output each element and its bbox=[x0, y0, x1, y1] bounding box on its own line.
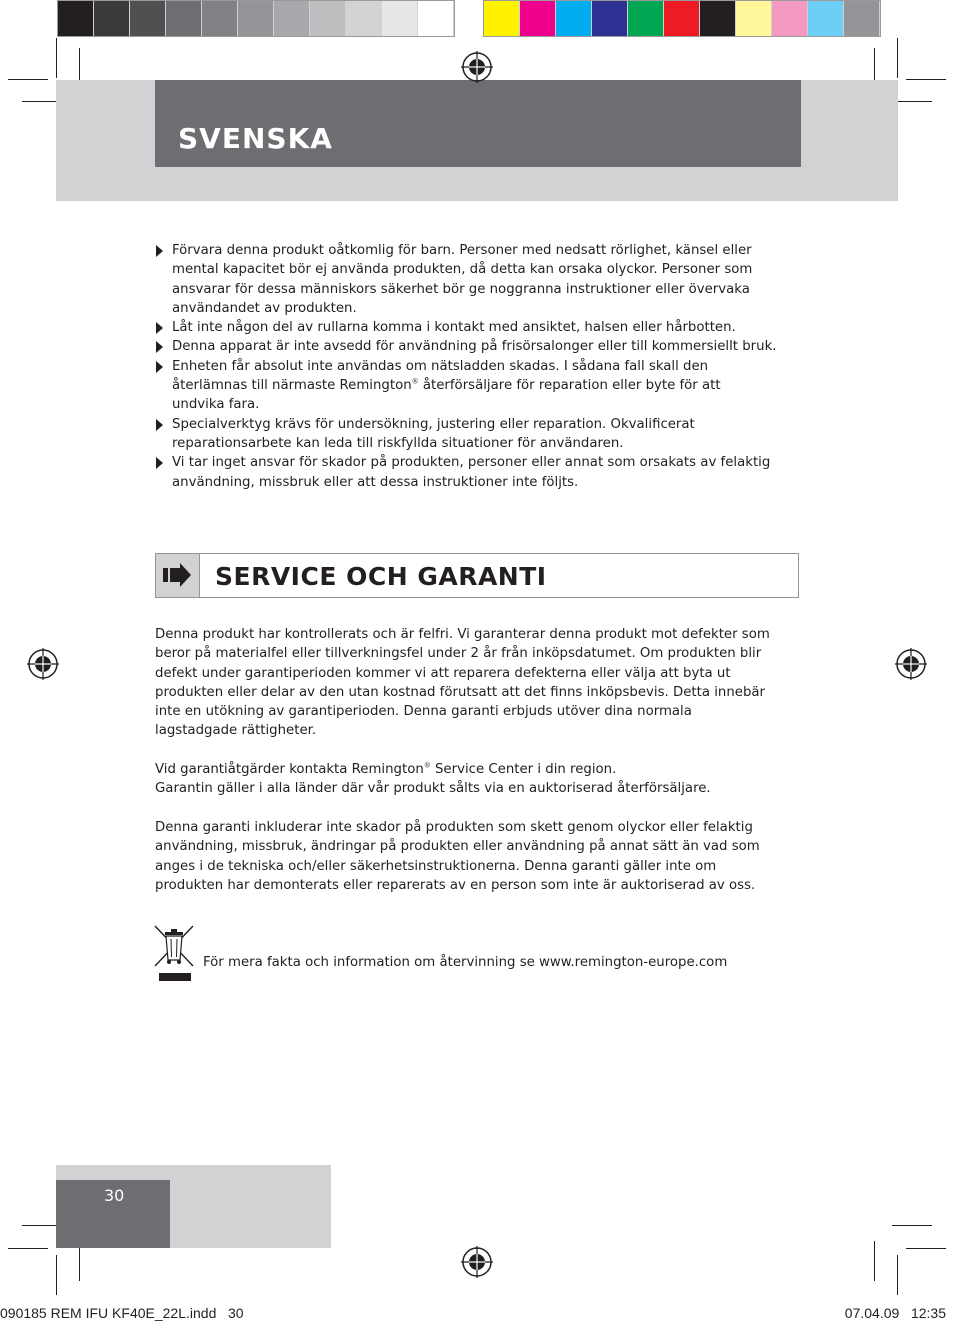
process-color-bar bbox=[483, 0, 881, 37]
crop-mark bbox=[874, 1241, 875, 1281]
list-item: Denna apparat är inte avsedd för användning på frisörsalonger eller till kommersiellt bruk. bbox=[155, 337, 777, 356]
color-swatch bbox=[664, 1, 700, 36]
color-swatch bbox=[238, 1, 274, 36]
print-slug-date: 07.04.09 12:35 bbox=[844, 1305, 946, 1321]
page-number: 30 bbox=[104, 1186, 125, 1205]
crossed-out-bin-icon bbox=[154, 924, 194, 982]
color-swatch bbox=[700, 1, 736, 36]
color-swatch bbox=[310, 1, 346, 36]
list-item: Låt inte någon del av rullarna komma i kontakt med ansiktet, halsen eller hårbotten. bbox=[155, 318, 777, 337]
color-swatch bbox=[130, 1, 166, 36]
bullet-arrow-icon bbox=[156, 322, 163, 334]
recycling-info-text: För mera fakta och information om återvinning se www.remington-europe.com bbox=[203, 955, 728, 970]
color-swatch bbox=[418, 1, 454, 36]
page-title: SVENSKA bbox=[178, 122, 333, 155]
color-swatch bbox=[808, 1, 844, 36]
crop-mark bbox=[897, 38, 898, 78]
color-swatch bbox=[736, 1, 772, 36]
list-item: Enheten får absolut inte användas om nätsladden skadas. I sådana fall skall den återlämnas till närmaste Remington® återförsäljare för reparation eller byte för att undvika fara. bbox=[155, 357, 777, 415]
color-swatch bbox=[844, 1, 880, 36]
color-swatch bbox=[520, 1, 556, 36]
color-swatch bbox=[166, 1, 202, 36]
crop-mark bbox=[897, 1255, 898, 1295]
bullet-arrow-icon bbox=[156, 341, 163, 353]
color-swatch bbox=[94, 1, 130, 36]
crop-mark bbox=[906, 1248, 946, 1249]
list-item: Vi tar inget ansvar för skador på produkten, personer eller annat som orsakats av felaktig användning, missbruk eller att dessa instruktioner inte följts. bbox=[155, 453, 777, 492]
exclusions-paragraph: Denna garanti inkluderar inte skador på produkten som skett genom olyckor eller felaktig användning, missbruk, ändringar på produkten eller användning på annat sätt än vad som anges i de tekniska och/eller säkerhetsinstruktionerna. Denna garanti gäller inte om produkten har demonterats eller reparerats av en person som inte är auktoriserad av oss. bbox=[155, 820, 760, 893]
crop-mark bbox=[906, 79, 946, 80]
list-item: Förvara denna produkt oåtkomlig för barn. Personer med nedsatt rörlighet, känsel eller mental kapacitet bör ej använda produkten, då detta kan orsaka olyckor. Personer som ansvarar för dessa människors säkerhet bör ge noggranna instruktioner eller övervaka användandet av produkten. bbox=[155, 241, 777, 318]
color-swatch bbox=[58, 1, 94, 36]
warranty-paragraph: Denna produkt har kontrollerats och är felfri. Vi garanterar denna produkt mot defekter som beror på materialfel eller tillverkningsfel under 2 år från inköpsdatumet. Om produkten blir defekt under garantiperioden kommer vi att reparera defekterna eller välja att byta ut produkten eller delar av den utan kostnad förutsatt att det finns inköpsbevis. Detta innebär inte en utökning av garantiperioden. Denna garanti erbjuds utöver dina normala lagstadgade rättigheter. bbox=[155, 627, 770, 739]
crop-mark bbox=[56, 38, 57, 78]
color-swatch bbox=[772, 1, 808, 36]
section-title: SERVICE OCH GARANTI bbox=[215, 562, 547, 591]
registration-mark-icon bbox=[894, 647, 928, 681]
print-slug-file: 090185 REM IFU KF40E_22L.indd 30 bbox=[0, 1305, 244, 1321]
crop-mark bbox=[8, 79, 48, 80]
crop-mark bbox=[8, 1248, 48, 1249]
list-item: Specialverktyg krävs för undersökning, justering eller reparation. Okvalificerat reparationsarbete kan leda till riskfyllda situationer för användaren. bbox=[155, 415, 777, 454]
color-swatch bbox=[274, 1, 310, 36]
color-swatch bbox=[484, 1, 520, 36]
color-swatch bbox=[592, 1, 628, 36]
color-swatch bbox=[556, 1, 592, 36]
section-heading bbox=[155, 553, 799, 598]
bullet-arrow-icon bbox=[156, 361, 163, 373]
color-swatch bbox=[382, 1, 418, 36]
crop-mark bbox=[56, 1255, 57, 1295]
crop-mark bbox=[892, 1225, 932, 1226]
service-paragraph: Vid garantiåtgärder kontakta Remington® Service Center i din region. Garantin gäller i alla länder där vår produkt sålts via en auktoriserad återförsäljare. bbox=[155, 761, 711, 797]
arrow-right-icon bbox=[156, 554, 200, 597]
color-swatch bbox=[346, 1, 382, 36]
registration-mark-icon bbox=[460, 1245, 494, 1279]
bullet-arrow-icon bbox=[156, 419, 163, 431]
registration-mark-icon bbox=[26, 647, 60, 681]
color-swatch bbox=[202, 1, 238, 36]
bullet-arrow-icon bbox=[156, 457, 163, 469]
safety-bullet-list bbox=[155, 241, 777, 492]
color-swatch bbox=[628, 1, 664, 36]
registration-mark-icon bbox=[460, 50, 494, 84]
bullet-arrow-icon bbox=[156, 245, 163, 257]
grayscale-color-bar bbox=[57, 0, 455, 37]
crop-mark bbox=[892, 101, 932, 102]
